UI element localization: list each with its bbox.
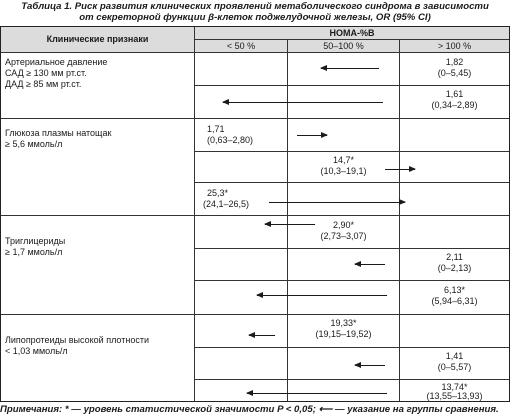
cell-ci: (13,55–13,93) bbox=[426, 391, 483, 401]
cell-value: 19,33* bbox=[330, 318, 357, 328]
header-clinical-signs: Клинические признаки bbox=[46, 34, 149, 44]
group-label-glucose: Глюкоза плазмы натощак bbox=[5, 128, 112, 138]
header-col-50-100: 50–100 % bbox=[323, 41, 364, 51]
cell-value: 2,90* bbox=[332, 220, 355, 230]
header-homa-b: HOMA-%B bbox=[329, 28, 375, 38]
cell-value: 13,74* bbox=[441, 382, 468, 392]
comparison-arrow-right bbox=[269, 202, 405, 203]
comparison-arrow-left bbox=[321, 68, 379, 69]
group-label-bp-dad: ДАД ≥ 85 мм рт.ст. bbox=[5, 79, 82, 89]
comparison-arrow-left bbox=[247, 393, 387, 394]
cell-value: 1,71 bbox=[207, 124, 225, 134]
column-divider bbox=[194, 27, 195, 401]
header-col-lt50: < 50 % bbox=[226, 41, 256, 51]
cell-value: 2,11 bbox=[446, 252, 463, 262]
table-footnote: Примечания: * — уровень статистической значимости P < 0,05; ⟵ — указание на группы сравнения. bbox=[0, 404, 499, 415]
cell-ci: (0,63–2,80) bbox=[207, 135, 254, 145]
risk-table bbox=[0, 26, 510, 402]
group-label-hdl: Липопротеиды высокой плотности bbox=[5, 335, 149, 345]
row-divider bbox=[195, 85, 509, 86]
group-label-hdl-threshold: < 1,03 ммоль/л bbox=[5, 346, 68, 356]
header-col-gt100: > 100 % bbox=[437, 41, 472, 51]
row-divider bbox=[195, 280, 509, 281]
cell-value: 1,82 bbox=[445, 57, 464, 67]
row-divider bbox=[195, 347, 509, 348]
row-divider bbox=[195, 182, 509, 183]
group-divider bbox=[1, 314, 509, 315]
group-label-bp-sad: САД ≥ 130 мм рт.ст. bbox=[5, 68, 87, 78]
cell-value: 25,3* bbox=[207, 188, 229, 198]
comparison-arrow-right bbox=[385, 169, 415, 170]
comparison-arrow-right bbox=[297, 135, 327, 136]
group-divider bbox=[1, 215, 509, 216]
cell-ci: (2,73–3,07) bbox=[320, 231, 367, 241]
comparison-arrow-left bbox=[223, 102, 383, 103]
header-divider bbox=[195, 39, 509, 40]
cell-value: 6,13* bbox=[443, 285, 466, 295]
row-divider bbox=[195, 151, 509, 152]
table-caption-line-2: от секреторной функции β-клеток поджелудочной железы, OR (95% CI) bbox=[79, 12, 431, 23]
group-label-bp: Артериальное давление bbox=[5, 57, 108, 67]
cell-ci: (0–2,13) bbox=[437, 263, 472, 273]
cell-ci: (0,34–2,89) bbox=[431, 100, 478, 110]
cell-ci: (0–5,45) bbox=[437, 68, 472, 78]
cell-ci: (19,15–19,52) bbox=[315, 329, 372, 339]
cell-value: 14,7* bbox=[332, 155, 355, 165]
group-label-triglycerides: Триглицериды bbox=[5, 236, 66, 246]
group-label-glucose-threshold: ≥ 5,6 ммоль/л bbox=[5, 139, 63, 149]
header-bottom-line bbox=[1, 52, 509, 53]
cell-ci: (5,94–6,31) bbox=[431, 296, 478, 306]
row-divider bbox=[195, 248, 509, 249]
comparison-arrow-left bbox=[265, 224, 315, 225]
comparison-arrow-left bbox=[249, 335, 275, 336]
cell-value: 1,61 bbox=[445, 89, 464, 99]
cell-ci: (0–5,57) bbox=[437, 362, 472, 372]
cell-value: 1,41 bbox=[445, 351, 464, 361]
group-divider bbox=[1, 118, 509, 119]
comparison-arrow-left bbox=[355, 365, 385, 366]
row-divider bbox=[195, 379, 509, 380]
table-caption-line-1: Таблица 1. Риск развития клинических проявлений метаболического синдрома в зависимости bbox=[21, 1, 489, 12]
cell-ci: (24,1–26,5) bbox=[203, 199, 250, 209]
group-label-triglycerides-threshold: ≥ 1,7 ммоль/л bbox=[5, 247, 63, 257]
comparison-arrow-left bbox=[257, 295, 387, 296]
cell-ci: (10,3–19,1) bbox=[320, 166, 367, 176]
comparison-arrow-left bbox=[355, 264, 385, 265]
